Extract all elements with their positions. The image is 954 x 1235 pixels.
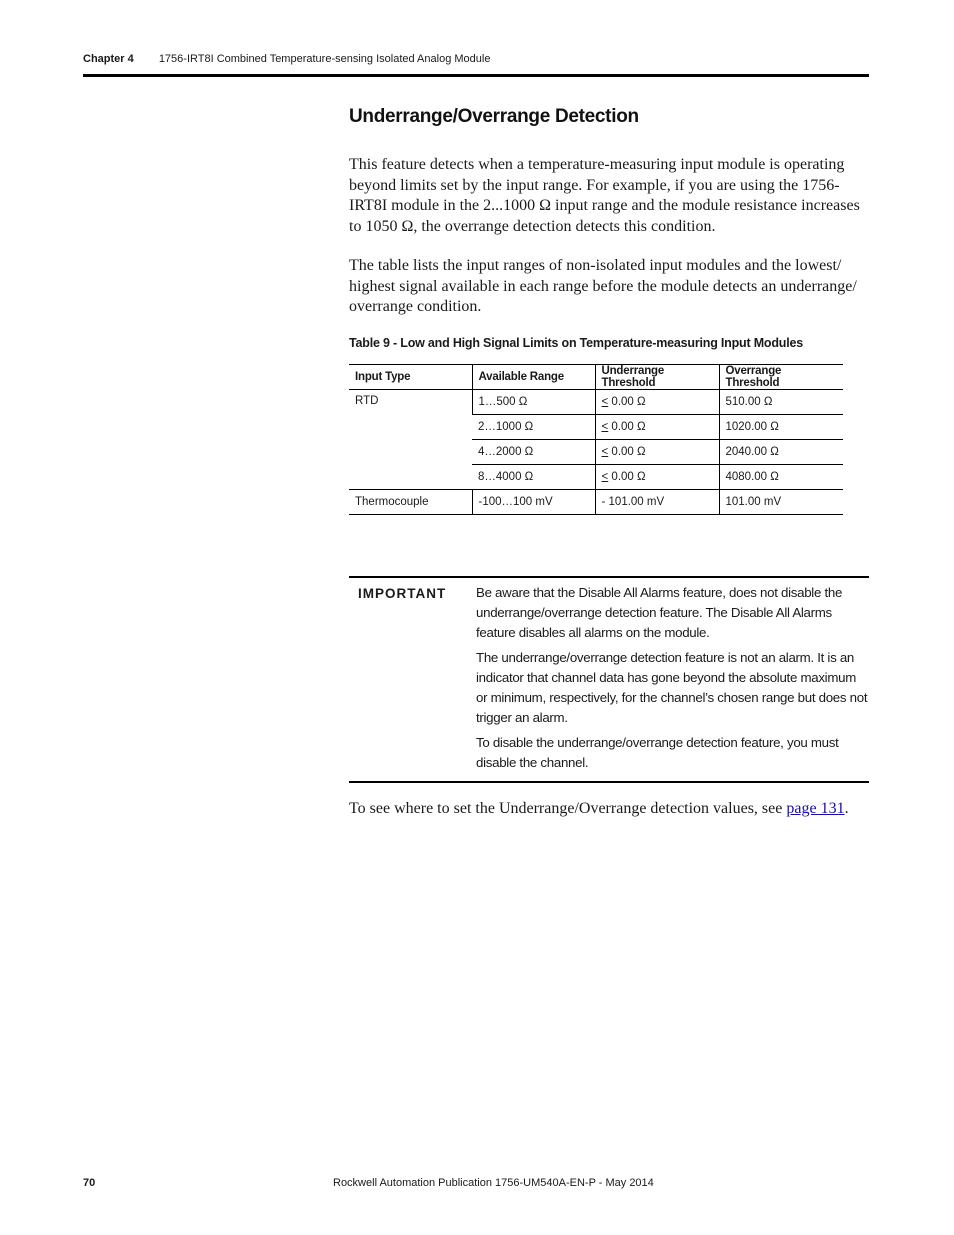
table-caption: Table 9 - Low and High Signal Limits on Temperature-measuring Input Modules (349, 336, 804, 350)
publication-info: Rockwell Automation Publication 1756-UM540A-EN-P - May 2014 (333, 1177, 654, 1189)
overrange-cell: 4080.00 Ω (719, 465, 843, 490)
underrange-cell: < 0.00 Ω (595, 415, 719, 440)
running-header (83, 53, 869, 65)
header-available-range: Available Range (472, 365, 595, 390)
important-notice (349, 576, 869, 783)
closing-paragraph: To see where to set the Underrange/Overrange detection values, see page 131. (349, 800, 849, 817)
range-cell: -100…100 mV (472, 490, 595, 515)
header-underrange-threshold: Underrange Threshold (595, 365, 719, 390)
less-equal-symbol: < (601, 396, 609, 408)
important-body (476, 583, 869, 778)
less-equal-symbol: < (601, 471, 609, 483)
important-paragraph: To disable the underrange/overrange detection feature, you must disable the channel. (476, 735, 839, 770)
less-equal-symbol: < (601, 421, 609, 433)
header-input-type: Input Type (349, 365, 472, 390)
table-header-row (349, 365, 843, 390)
overrange-cell: 510.00 Ω (719, 390, 843, 415)
range-cell: 2…1000 Ω (472, 415, 595, 440)
overrange-cell: 1020.00 Ω (719, 415, 843, 440)
page-131-link[interactable]: page 131 (786, 800, 845, 817)
less-equal-symbol: < (601, 446, 609, 458)
overrange-cell: 2040.00 Ω (719, 440, 843, 465)
page-number: 70 (83, 1177, 96, 1189)
input-type-cell: Thermocouple (349, 490, 472, 515)
chapter-title: 1756-IRT8I Combined Temperature-sensing Isolated Analog Module (158, 53, 491, 65)
underrange-cell: < 0.00 Ω (595, 390, 719, 415)
range-cell: 4…2000 Ω (472, 440, 595, 465)
header-rule (83, 74, 869, 77)
table-row (349, 490, 843, 515)
section-title: Underrange/Overrange Detection (349, 106, 639, 127)
underrange-cell: - 101.00 mV (595, 490, 719, 515)
range-cell: 1…500 Ω (472, 390, 595, 415)
intro-paragraph: This feature detects when a temperature-measuring input module is operating beyond limits set by the input range. For example, if you are using the 1756-IRT8I module in the 2...1000 Ω input range and the module resistance increases to 1050 Ω, the overrange detection detects this condition. (349, 156, 860, 235)
range-cell: 8…4000 Ω (472, 465, 595, 490)
chapter-label: Chapter 4 (83, 53, 134, 65)
overrange-cell: 101.00 mV (719, 490, 843, 515)
important-paragraph: Be aware that the Disable All Alarms feature, does not disable the underrange/overrange detection feature. The Disable All Alarms feature disables all alarms on the module. (476, 585, 843, 640)
underrange-cell: < 0.00 Ω (595, 440, 719, 465)
table-description-paragraph: The table lists the input ranges of non-isolated input modules and the lowest/ highest signal available in each range before the module detects an underrange/ overrange condition. (349, 257, 857, 315)
input-type-cell: RTD (349, 390, 472, 490)
signal-limits-table (349, 364, 843, 515)
header-overrange-threshold: Overrange Threshold (719, 365, 843, 390)
underrange-cell: < 0.00 Ω (595, 465, 719, 490)
important-label: IMPORTANT (358, 586, 447, 601)
important-paragraph: The underrange/overrange detection feature is not an alarm. It is an indicator that channel data has gone beyond the absolute maximum or minimum, respectively, for the channel’s chosen range but does not trigger an alarm. (476, 650, 868, 725)
table-row (349, 390, 843, 415)
